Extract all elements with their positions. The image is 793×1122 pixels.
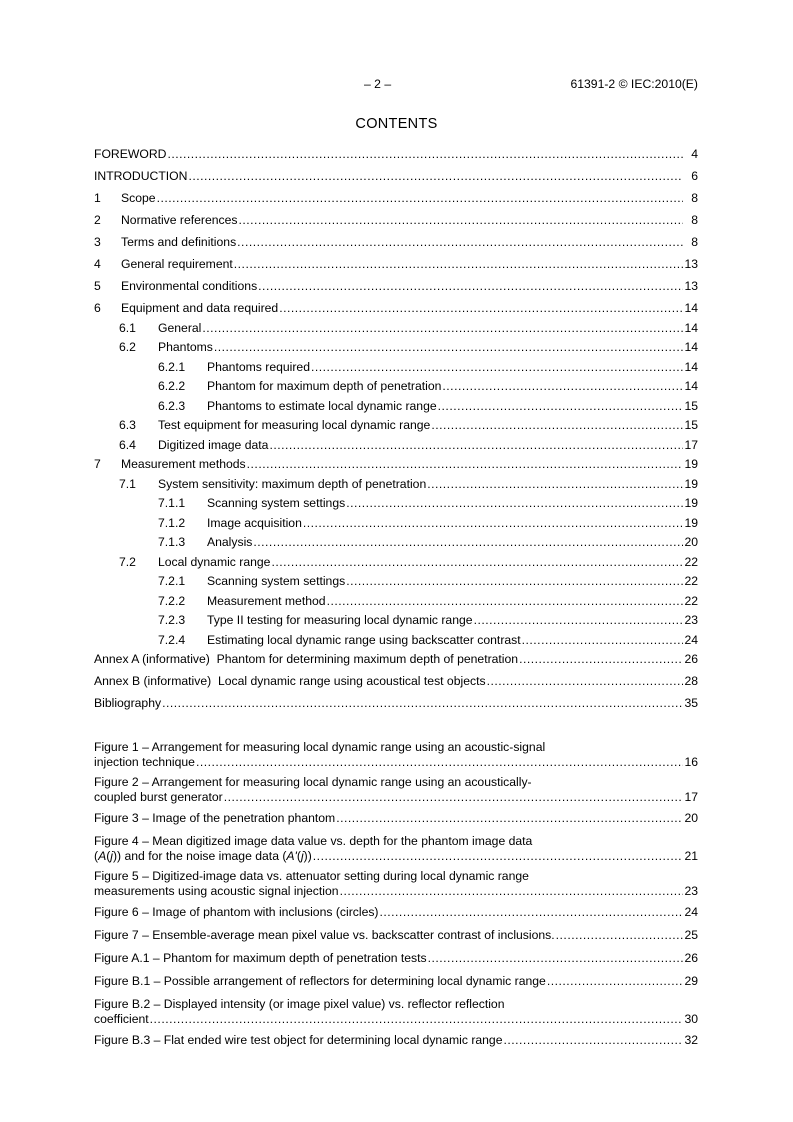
toc-entry-annex-a[interactable]: Annex A (informative) Phantom for determining maximum depth of penetration ..... 26 bbox=[94, 651, 698, 673]
toc-entry-6-4[interactable]: 6.4 Digitized image data ..... 17 bbox=[94, 437, 698, 457]
toc-entry-6-2-2[interactable]: 6.2.2 Phantom for maximum depth of penetration ..... 14 bbox=[94, 378, 698, 398]
toc-entry-7-1[interactable]: 7.1 System sensitivity: maximum depth of penetration ..... 19 bbox=[94, 476, 698, 496]
toc-entry-foreword[interactable]: FOREWORD ..... 4 bbox=[94, 146, 698, 168]
figure-entry-3[interactable]: Figure 3 – Image of the penetration phantom ..... 20 bbox=[94, 811, 698, 826]
toc-entry-6-1[interactable]: 6.1 General ..... 14 bbox=[94, 320, 698, 340]
toc-entry-7[interactable]: 7 Measurement methods ..... 19 bbox=[94, 456, 698, 476]
figure-entry-2[interactable]: Figure 2 – Arrangement for measuring local dynamic range using an acoustically- coupled burst generator ..... 17 bbox=[94, 775, 698, 805]
toc-entry-7-1-2[interactable]: 7.1.2 Image acquisition ..... 19 bbox=[94, 515, 698, 535]
document-id: 61391-2 © IEC:2010(E) bbox=[570, 77, 698, 91]
toc-entry-7-2-2[interactable]: 7.2.2 Measurement method ..... 22 bbox=[94, 593, 698, 613]
toc-entry-3[interactable]: 3 Terms and definitions ..... 8 bbox=[94, 234, 698, 256]
toc-entry-introduction[interactable]: INTRODUCTION ..... 6 bbox=[94, 168, 698, 190]
figure-entry-b1[interactable]: Figure B.1 – Possible arrangement of reflectors for determining local dynamic range ..... 29 bbox=[94, 974, 698, 989]
toc-entry-7-2-3[interactable]: 7.2.3 Type II testing for measuring local dynamic range ..... 23 bbox=[94, 612, 698, 632]
toc-entry-6-2[interactable]: 6.2 Phantoms ..... 14 bbox=[94, 339, 698, 359]
toc-entry-6-2-3[interactable]: 6.2.3 Phantoms to estimate local dynamic range ..... 15 bbox=[94, 398, 698, 418]
toc-entry-1[interactable]: 1 Scope ..... 8 bbox=[94, 190, 698, 212]
table-of-contents bbox=[94, 146, 698, 717]
toc-entry-6[interactable]: 6 Equipment and data required ..... 14 bbox=[94, 300, 698, 320]
contents-title: CONTENTS bbox=[355, 116, 438, 132]
figure-entry-5[interactable]: Figure 5 – Digitized-image data vs. attenuator setting during local dynamic range measurements using acoustic signal injection ..... 23 bbox=[94, 869, 698, 899]
toc-entry-7-2[interactable]: 7.2 Local dynamic range ..... 22 bbox=[94, 554, 698, 574]
figure-entry-6[interactable]: Figure 6 – Image of phantom with inclusions (circles) ..... 24 bbox=[94, 905, 698, 920]
figure-entry-7[interactable]: Figure 7 – Ensemble-average mean pixel value vs. backscatter contrast of inclusions. ..... 25 bbox=[94, 928, 698, 943]
figure-entry-b2[interactable]: Figure B.2 – Displayed intensity (or image pixel value) vs. reflector reflection coefficient ..... 30 bbox=[94, 997, 698, 1027]
toc-entry-7-2-1[interactable]: 7.2.1 Scanning system settings ..... 22 bbox=[94, 573, 698, 593]
page-number: – 2 – bbox=[364, 77, 392, 91]
toc-entry-7-1-1[interactable]: 7.1.1 Scanning system settings ..... 19 bbox=[94, 495, 698, 515]
toc-entry-4[interactable]: 4 General requirement ..... 13 bbox=[94, 256, 698, 278]
toc-entry-5[interactable]: 5 Environmental conditions ..... 13 bbox=[94, 278, 698, 300]
figure-4-caption-line2: (A(j)) and for the noise image data (A'(j)) bbox=[94, 849, 312, 863]
figure-entry-1[interactable]: Figure 1 – Arrangement for measuring local dynamic range using an acoustic-signal injection technique ..... 16 bbox=[94, 740, 698, 770]
toc-entry-bibliography[interactable]: Bibliography ..... 35 bbox=[94, 695, 698, 717]
toc-entry-7-2-4[interactable]: 7.2.4 Estimating local dynamic range using backscatter contrast ..... 24 bbox=[94, 632, 698, 652]
figure-entry-a1[interactable]: Figure A.1 – Phantom for maximum depth of penetration tests ..... 26 bbox=[94, 951, 698, 966]
toc-entry-6-2-1[interactable]: 6.2.1 Phantoms required ..... 14 bbox=[94, 359, 698, 379]
toc-entry-2[interactable]: 2 Normative references ..... 8 bbox=[94, 212, 698, 234]
page-header bbox=[94, 77, 698, 93]
toc-entry-annex-b[interactable]: Annex B (informative) Local dynamic range using acoustical test objects ..... 28 bbox=[94, 673, 698, 695]
toc-entry-7-1-3[interactable]: 7.1.3 Analysis ..... 20 bbox=[94, 534, 698, 554]
toc-entry-6-3[interactable]: 6.3 Test equipment for measuring local dynamic range ..... 15 bbox=[94, 417, 698, 437]
list-of-figures bbox=[94, 740, 698, 1053]
figure-entry-b3[interactable]: Figure B.3 – Flat ended wire test object for determining local dynamic range ..... 32 bbox=[94, 1033, 698, 1048]
figure-entry-4[interactable]: Figure 4 – Mean digitized image data value vs. depth for the phantom image data (A(j)) and for the noise image data (A'(j)) ..... 21 bbox=[94, 834, 698, 864]
